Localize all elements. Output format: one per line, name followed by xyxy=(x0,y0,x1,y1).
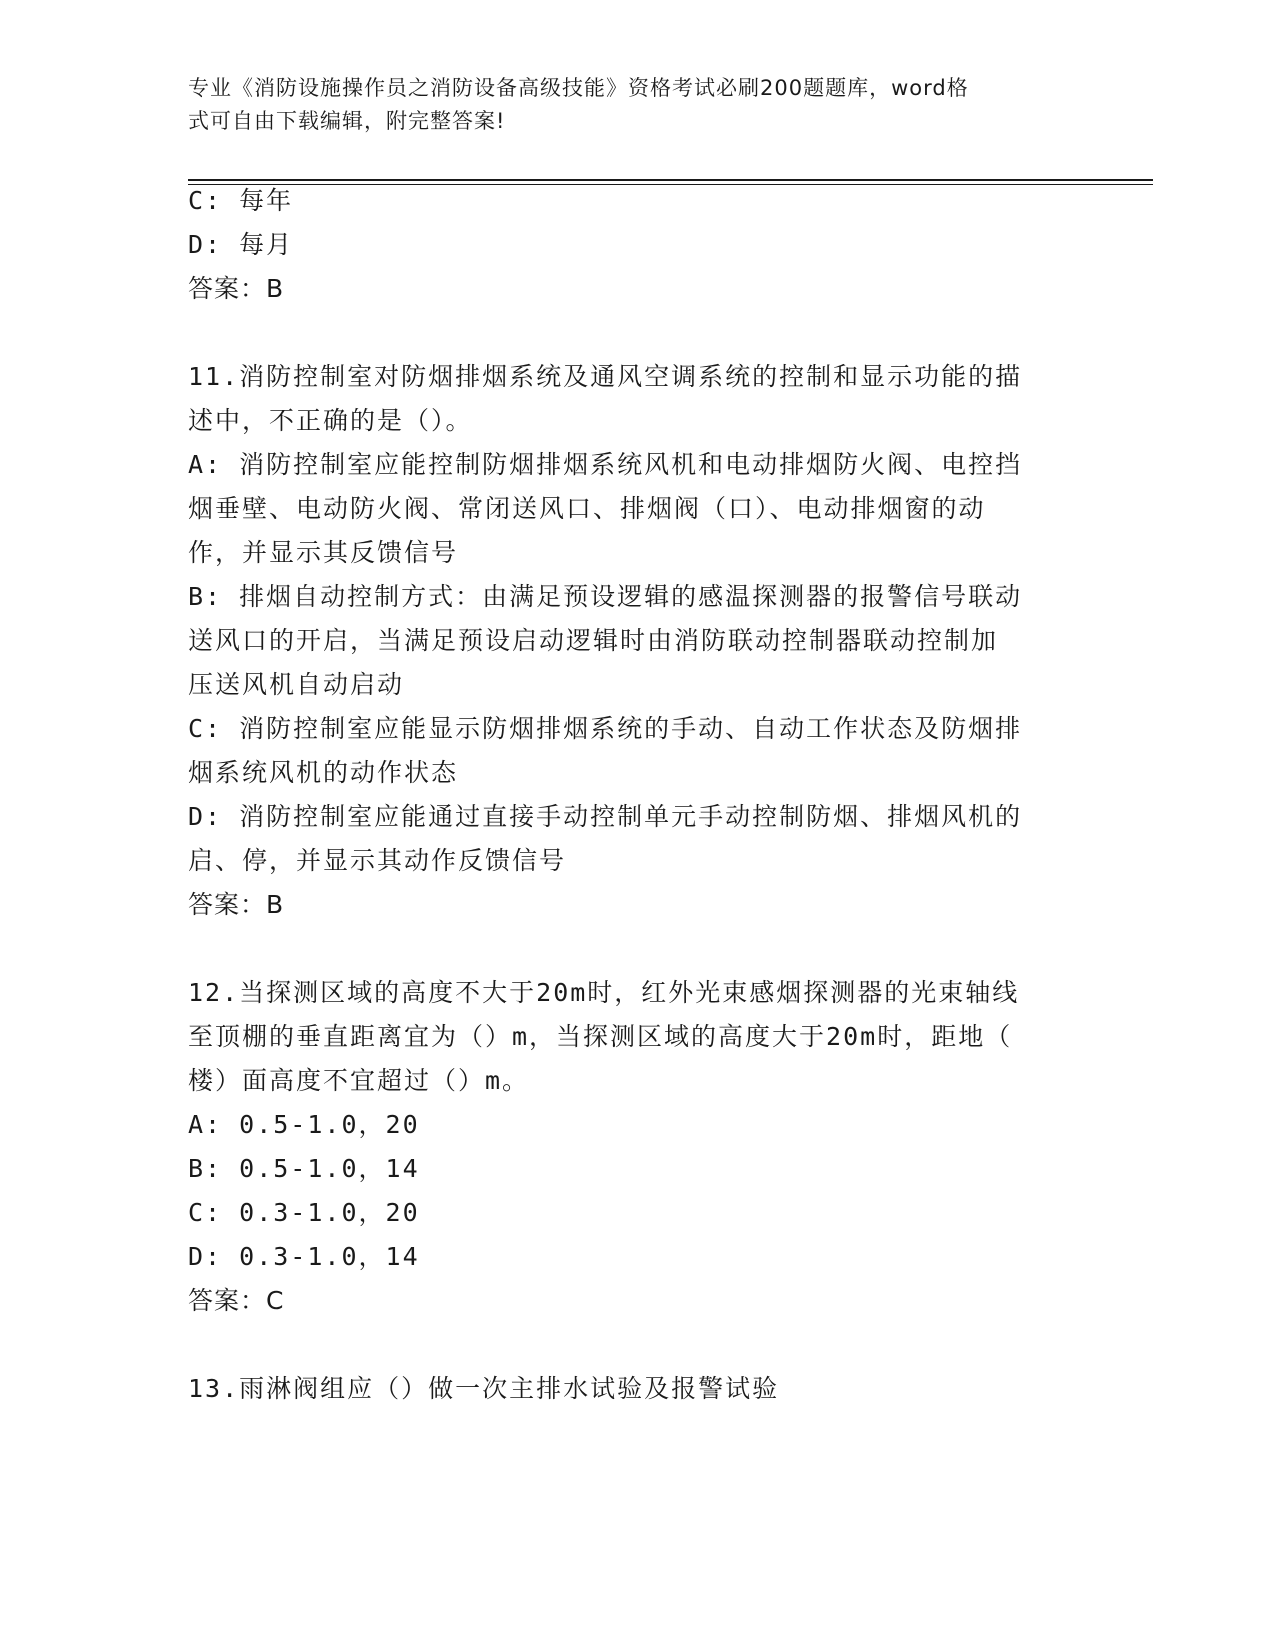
q12-stem-line-1: 12.当探测区域的高度不大于20m时，红外光束感烟探测器的光束轴线 xyxy=(188,978,1020,1007)
q11-stem-line-1: 11.消防控制室对防烟排烟系统及通风空调系统的控制和显示功能的描 xyxy=(188,362,1023,391)
header-rule-thick xyxy=(188,179,1153,181)
q13-stem: 13.雨淋阀组应（）做一次主排水试验及报警试验 xyxy=(188,1374,780,1403)
q11-option-b-line-1: B: 排烟自动控制方式：由满足预设逻辑的感温探测器的报警信号联动 xyxy=(188,582,1023,611)
q12-stem-line-3: 楼）面高度不宜超过（）m。 xyxy=(188,1066,530,1095)
header-line-2: 式可自由下载编辑，附完整答案! xyxy=(188,109,506,133)
q12-stem-line-2: 至顶棚的垂直距离宜为（）m，当探测区域的高度大于20m时，距地（ xyxy=(188,1022,1013,1051)
q12-option-d: D: 0.3-1.0，14 xyxy=(188,1242,420,1271)
q10-answer: 答案：B xyxy=(188,274,285,303)
q11-answer: 答案：B xyxy=(188,890,285,919)
q11-option-d-line-1: D: 消防控制室应能通过直接手动控制单元手动控制防烟、排烟风机的 xyxy=(188,802,1023,831)
q11-option-d-line-2: 启、停，并显示其动作反馈信号 xyxy=(188,846,567,875)
q12-answer: 答案：C xyxy=(188,1286,285,1315)
q12-option-a: A: 0.5-1.0，20 xyxy=(188,1110,420,1139)
q10-option-d: D: 每月 xyxy=(188,230,294,259)
q11-option-c-line-1: C: 消防控制室应能显示防烟排烟系统的手动、自动工作状态及防烟排 xyxy=(188,714,1023,743)
q12-option-c: C: 0.3-1.0，20 xyxy=(188,1198,420,1227)
header-rule-thin xyxy=(188,184,1153,185)
q11-option-b-line-3: 压送风机自动启动 xyxy=(188,670,405,699)
q11-option-a-line-1: A: 消防控制室应能控制防烟排烟系统风机和电动排烟防火阀、电控挡 xyxy=(188,450,1023,479)
q11-option-b-line-2: 送风口的开启，当满足预设启动逻辑时由消防联动控制器联动控制加 xyxy=(188,626,999,655)
header-line-1: 专业《消防设施操作员之消防设备高级技能》资格考试必刷200题题库，word格 xyxy=(188,76,969,100)
q12-option-b: B: 0.5-1.0，14 xyxy=(188,1154,420,1183)
q10-option-c: C: 每年 xyxy=(188,186,294,215)
q11-option-c-line-2: 烟系统风机的动作状态 xyxy=(188,758,459,787)
document-header xyxy=(188,72,1078,138)
q11-option-a-line-2: 烟垂壁、电动防火阀、常闭送风口、排烟阀（口）、电动排烟窗的动 xyxy=(188,494,986,523)
q11-stem-line-2: 述中，不正确的是（）。 xyxy=(188,406,473,435)
q11-option-a-line-3: 作，并显示其反馈信号 xyxy=(188,538,459,567)
